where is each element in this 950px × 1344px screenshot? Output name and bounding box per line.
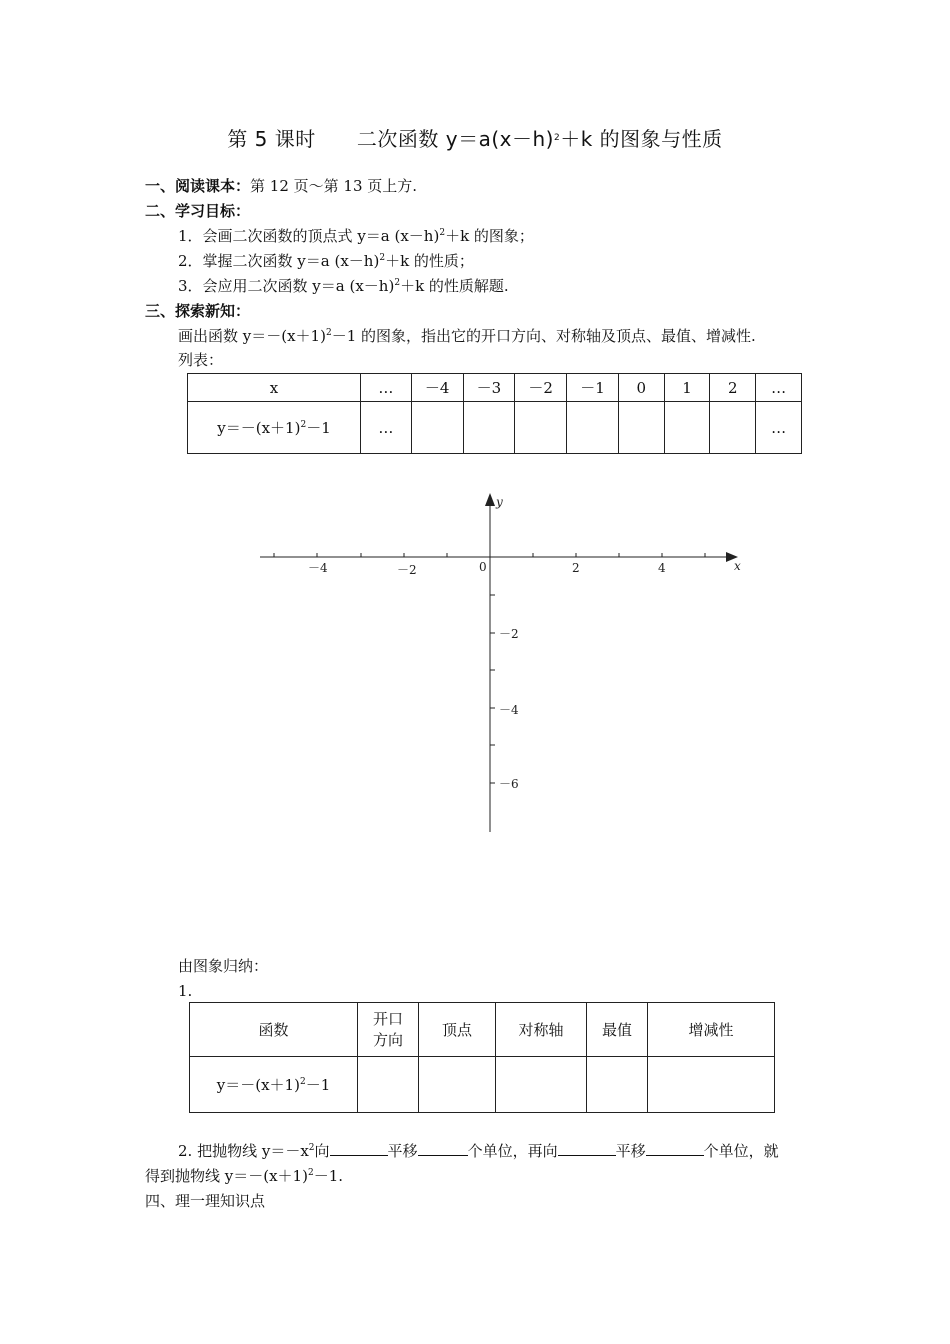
row-label-sup: 2 (299, 1077, 306, 1087)
answer-cell[interactable] (648, 1057, 775, 1113)
summary-table (189, 1002, 775, 1113)
goal-sup: 2 (379, 253, 386, 263)
header-cell: 对称轴 (496, 1003, 587, 1057)
table-row (190, 1057, 775, 1113)
y-axis-ticks (490, 595, 495, 783)
goal-text-tail: ＋k 的性质解题. (400, 277, 509, 295)
goal-sup: 2 (439, 228, 446, 238)
goal-text: 1．会画二次函数的顶点式 y＝a (x－h) (178, 227, 440, 245)
goal-text: 3．会应用二次函数 y＝a (x－h) (178, 277, 395, 295)
value-cell: … (756, 402, 802, 454)
q2-sup: 2 (307, 1168, 314, 1178)
fill-blank[interactable] (558, 1141, 616, 1156)
header-text: 方向 (372, 1030, 403, 1049)
header-cell: －4 (411, 374, 463, 402)
fill-blank[interactable] (646, 1141, 704, 1156)
header-cell-direction (358, 1003, 419, 1057)
x-axis-label: x (734, 559, 741, 573)
value-cell: … (361, 402, 412, 454)
header-text: 开口 (372, 1009, 403, 1028)
x-tick-label: －4 (308, 561, 328, 575)
task-text-tail: －1 的图象，指出它的开口方向、对称轴及顶点、最值、增减性. (331, 327, 756, 345)
header-cell: … (756, 374, 802, 402)
x-tick-label: 4 (658, 561, 666, 575)
row-label-tail: －1 (306, 419, 331, 437)
y-axis-label: y (496, 495, 503, 509)
fill-blank[interactable] (330, 1141, 388, 1156)
q2-text: 得到抛物线 y＝－(x＋1) (145, 1167, 308, 1185)
header-cell: 最值 (587, 1003, 648, 1057)
answer-cell[interactable] (358, 1057, 419, 1113)
q2-text: 平移 (387, 1142, 418, 1160)
header-cell: －2 (515, 374, 567, 402)
answer-cell[interactable] (496, 1057, 587, 1113)
goal-text: 2．掌握二次函数 y＝a (x－h) (178, 252, 380, 270)
row-label-text: y＝－(x＋1) (217, 419, 301, 437)
row-label-text: y＝－(x＋1) (216, 1076, 300, 1094)
x-tick-label: －2 (397, 563, 417, 577)
header-cell: 1 (664, 374, 710, 402)
lesson-number: 第 5 课时 (227, 127, 316, 151)
header-cell: 0 (618, 374, 664, 402)
fill-blank[interactable] (418, 1141, 468, 1156)
title-topic: 二次函数 y＝a(x－h) (356, 127, 554, 151)
section-reading-text: 第 12 页～第 13 页上方. (250, 177, 418, 195)
q2-text: －1. (313, 1167, 343, 1185)
goal-sup: 2 (394, 278, 401, 288)
q2-text: 平移 (615, 1142, 646, 1160)
section-explore-head: 三、探索新知： (145, 302, 251, 320)
y-axis-arrow (485, 493, 495, 506)
table-label: 列表： (178, 351, 224, 369)
summary-intro: 由图象归纳： (178, 957, 269, 975)
row-label-tail: －1 (305, 1076, 331, 1094)
header-cell: x (188, 374, 361, 402)
y-tick-label: －4 (499, 703, 519, 717)
header-cell: 函数 (190, 1003, 358, 1057)
answer-cell[interactable] (587, 1057, 648, 1113)
q2-text: 向 (314, 1142, 330, 1160)
header-cell: 顶点 (419, 1003, 496, 1057)
header-cell: … (361, 374, 412, 402)
q2-text: 2. 把抛物线 y＝－x (178, 1142, 309, 1160)
q2-text: 个单位，就 (703, 1142, 779, 1160)
goal-text-tail: ＋k 的性质； (385, 252, 474, 270)
task-text: 画出函数 y＝－(x＋1) (178, 327, 326, 345)
header-cell: －3 (463, 374, 515, 402)
section-reading-head: 一、阅读课本： (145, 177, 251, 195)
row-label-cell (190, 1057, 358, 1113)
y-tick-label: －2 (499, 627, 519, 641)
question-2-line-2 (145, 1166, 343, 1186)
q2-sup: 2 (308, 1143, 315, 1153)
section-goals-head: 二、学习目标： (145, 202, 251, 220)
q2-text: 个单位，再向 (467, 1142, 558, 1160)
header-cell: －1 (567, 374, 619, 402)
summary-number-1: 1. (178, 982, 193, 1000)
header-cell: 2 (710, 374, 756, 402)
origin-label: 0 (479, 560, 487, 574)
section-knowledge-head: 四、理一理知识点 (145, 1192, 266, 1210)
question-2-line-1 (178, 1141, 779, 1161)
summary-header-row (190, 1003, 775, 1057)
x-tick-label: 2 (572, 561, 580, 575)
row-label-sup: 2 (300, 420, 307, 430)
answer-cell[interactable] (419, 1057, 496, 1113)
title-topic-tail: ＋k 的图象与性质 (560, 127, 723, 151)
title-sup: 2 (554, 133, 561, 143)
header-cell: 增减性 (648, 1003, 775, 1057)
y-tick-label: －6 (499, 777, 519, 791)
task-sup: 2 (325, 328, 332, 338)
goal-text-tail: ＋k 的图象； (445, 227, 534, 245)
